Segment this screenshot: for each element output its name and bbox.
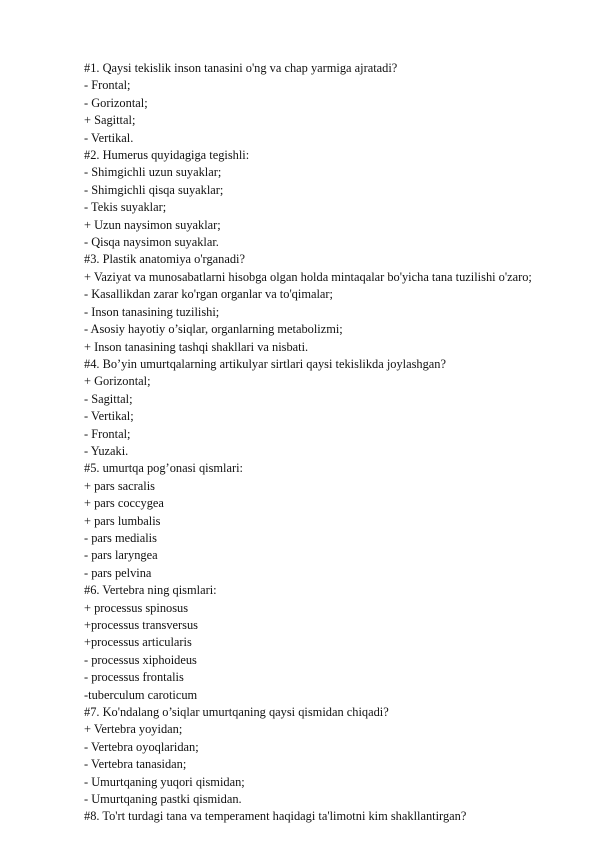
question-2: #2. Humerus quyidagiga tegishli: [84,148,250,163]
answer-option: + Gorizontal; [84,374,151,389]
question-7: #7. Ko'ndalang o’siqlar umurtqaning qaysi qismidan chiqadi? [84,705,389,720]
answer-option: + Vaziyat va munosabatlarni hisobga olgan holda mintaqalar bo'yicha tana tuzilishi o'zaro; [84,269,532,284]
answer-option: - Kasallikdan zarar ko'rgan organlar va to'qimalar; [84,287,333,302]
document-page [84,60,564,826]
answer-option: -tuberculum caroticum [84,687,198,702]
answer-option: - Sagittal; [84,391,133,406]
answer-option: - Inson tanasining tuzilishi; [84,304,220,319]
answer-option: - Gorizontal; [84,95,148,110]
answer-option: + Sagittal; [84,113,136,128]
answer-option: - Frontal; [84,426,131,441]
question-8: #8. To'rt turdagi tana va temperament haqidagi ta'limotni kim shakllantirgan? [84,809,467,824]
answer-option: - Vertebra tanasidan; [84,757,187,772]
answer-option: - Tekis suyaklar; [84,200,167,215]
answer-option: - Yuzaki. [84,443,129,458]
answer-option: + Vertebra yoyidan; [84,722,183,737]
answer-option: - Umurtqaning pastki qismidan. [84,792,242,807]
answer-option: - Frontal; [84,78,131,93]
answer-option: - Vertikal; [84,409,134,424]
answer-option: + Uzun naysimon suyaklar; [84,217,221,232]
answer-option: - Vertikal. [84,130,134,145]
answer-option: + pars coccygea [84,496,164,511]
answer-option: - Umurtqaning yuqori qismidan; [84,774,245,789]
answer-option: + Inson tanasining tashqi shakllari va nisbati. [84,339,309,354]
answer-option: - Vertebra oyoqlaridan; [84,739,199,754]
answer-option: - pars laryngea [84,548,158,563]
answer-option: - pars medialis [84,530,157,545]
answer-option: - Shimgichli qisqa suyaklar; [84,182,224,197]
answer-option: - pars pelvina [84,565,152,580]
answer-option: +processus transversus [84,618,199,632]
answer-option: - Asosiy hayotiy o’siqlar, organlarning metabolizmi; [84,322,343,337]
answer-option: + pars lumbalis [84,513,161,528]
question-5: #5. umurtqa pog’onasi qismlari: [84,461,243,476]
question-1: #1. Qaysi tekislik inson tanasini o'ng va chap yarmiga ajratadi? [84,61,398,75]
answer-option: +processus articularis [84,635,192,650]
question-6: #6. Vertebra ning qismlari: [84,583,217,598]
answer-option: - Qisqa naysimon suyaklar. [84,235,219,250]
answer-option: + pars sacralis [84,478,155,493]
answer-option: - Shimgichli uzun suyaklar; [84,165,222,180]
question-3: #3. Plastik anatomiya o'rganadi? [84,252,245,267]
answer-option: - processus frontalis [84,670,184,685]
question-4: #4. Bo’yin umurtqalarning artikulyar sirtlari qaysi tekislikda joylashgan? [84,356,447,371]
answer-option: - processus xiphoideus [84,652,197,667]
answer-option: + processus spinosus [84,600,189,615]
